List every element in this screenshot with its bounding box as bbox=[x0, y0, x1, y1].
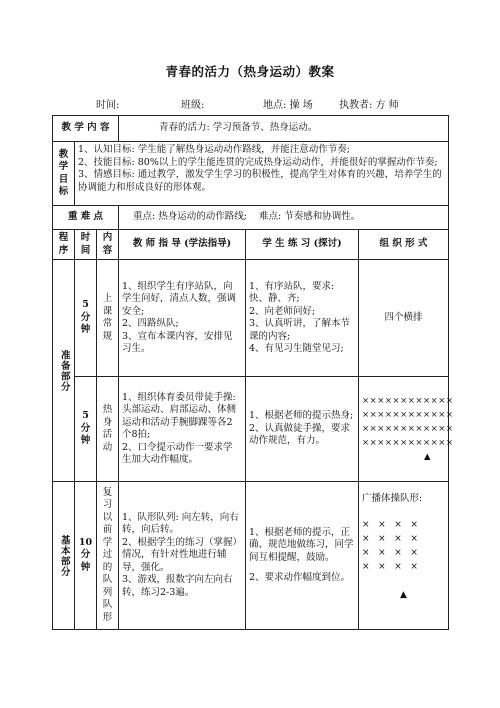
section-label: 基本部分 bbox=[53, 482, 75, 630]
content-value: 青春的活力: 学习预备节、热身运动。 bbox=[119, 116, 449, 142]
goal-item: 1、认知目标: 学生能了解热身运动动作路线，并能注意动作节奏; bbox=[78, 144, 350, 155]
lesson-plan-table bbox=[52, 115, 454, 630]
formation-grid: ×××××××××××× ×××××××××××× ×××××××××××× ×××××××××××× ▲ bbox=[359, 377, 449, 482]
goal-item: 3、情感目标: 通过教学，激发学生学习的积极性，提高学生对体育的兴趣，培养学生的协调能力和形成良好的形体观。 bbox=[78, 169, 442, 193]
row-teacher: 1、组织学生有序站队，向学生问好，清点人数，强调安全; 2、四路纵队; 3、宣布本课内容，安排见习生。 bbox=[119, 260, 246, 377]
row-content: 热 身 活 动 bbox=[97, 377, 119, 482]
teacher-marker: ▲ bbox=[400, 590, 407, 600]
row-organize: 四个横排 bbox=[359, 260, 449, 377]
info-row bbox=[0, 96, 500, 110]
info-location: 地点: 操 场 bbox=[263, 100, 313, 111]
header-student: 学 生 练 习 (探讨) bbox=[246, 230, 359, 260]
info-teacher: 执教者: 方 师 bbox=[339, 100, 399, 111]
row-student: 1、根据老师的提示热身; 2、认真做徒手操，要求动作规范，有力。 bbox=[246, 377, 359, 482]
goals-list bbox=[75, 142, 449, 206]
row-time: 10 分 钟 bbox=[75, 482, 97, 630]
row-time: 5 分 钟 bbox=[75, 260, 97, 377]
header-teacher: 教 师 指 导 (学法指导) bbox=[119, 230, 246, 260]
row-teacher: 1、队形队列: 向左转，向右转，向后转。 2、根据学生的练习（掌握）情况，有针对性地进行辅导，强化。 3、游戏，报数字向左向右转，练习2-3遍。 bbox=[119, 482, 246, 630]
row-time: 5 分 钟 bbox=[75, 377, 97, 482]
goal-item: 2、技能目标: 80%以上的学生能连贯的完成热身运动动作，并能很好的掌握动作节奏; bbox=[78, 156, 438, 168]
row-content: 上 课 常 规 bbox=[97, 260, 119, 377]
info-class: 班级: bbox=[181, 100, 205, 111]
content-label: 教 学 内 容 bbox=[53, 116, 119, 142]
page-title: 青春的活力（热身运动）教案 bbox=[165, 64, 335, 79]
formation-title: 广播体操队形: bbox=[362, 493, 423, 504]
section-label: 准备部分 bbox=[53, 260, 75, 482]
header-organize: 组 织 形 式 bbox=[359, 230, 449, 260]
row-teacher: 1、组织体育委员带徒手操: 头部运动、肩部运动、体侧运动和活动手腕脚踝等各2个8拍; 2、口令提示动作一要求学生加大动作幅度。 bbox=[119, 377, 246, 482]
row-student: 1、根据老师的提示，正确、规范地做练习，同学间互相提醒，鼓励。 2、要求动作幅度到位。 bbox=[246, 482, 359, 630]
row-content: 复 习 以 前 学 过 的 队 列 队 形 bbox=[97, 482, 119, 630]
formation-grid: 广播体操队形: × × × × × × × × × × × × × × × × ▲ bbox=[359, 482, 449, 630]
header-procedure: 程 序 bbox=[53, 230, 75, 260]
header-content: 内 容 bbox=[97, 230, 119, 260]
goals-label: 教 学 目 标 bbox=[53, 142, 75, 206]
keypoints-label: 重 难 点 bbox=[53, 206, 119, 230]
teacher-marker: ▲ bbox=[423, 452, 432, 462]
header-time: 时 间 bbox=[75, 230, 97, 260]
info-time: 时间: bbox=[96, 100, 120, 111]
keypoints-value: 重点: 热身运动的动作路线; 难点: 节奏感和协调性。 bbox=[119, 206, 449, 230]
row-student: 1、有序站队，要求: 快、静、齐; 2、向老师问好; 3、认真听讲，了解本节课的内容; 4、有见习生随堂见习; bbox=[246, 260, 359, 377]
